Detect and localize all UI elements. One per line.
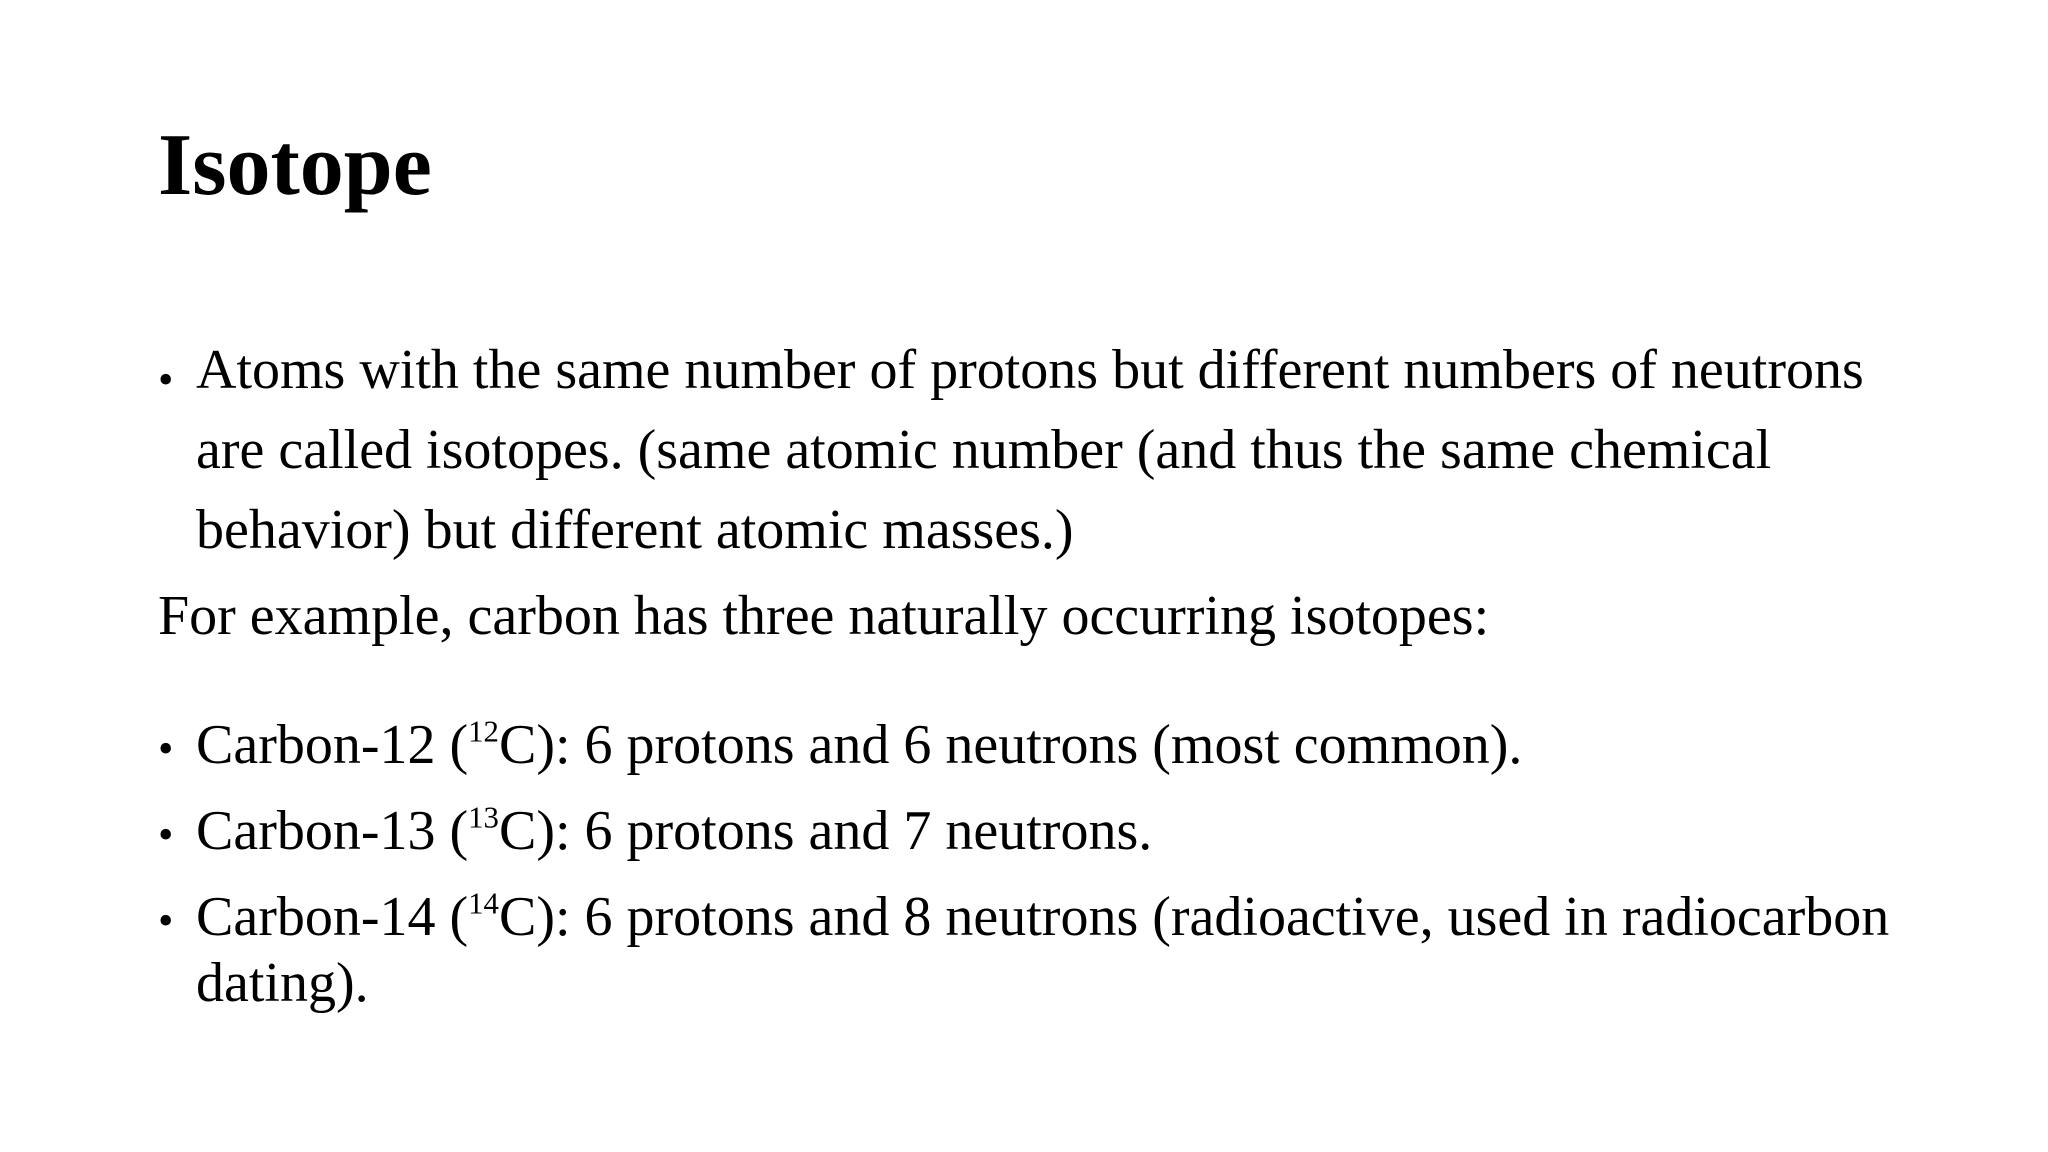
isotope-name: Carbon-14 ( <box>196 886 469 948</box>
bullet-dot: • <box>158 896 174 945</box>
mass-number: 13 <box>468 800 499 835</box>
slide-content <box>158 330 1918 1016</box>
bullet-dot: • <box>158 355 174 404</box>
mass-number: 14 <box>468 886 499 921</box>
mass-number: 12 <box>468 714 499 749</box>
isotope-name: Carbon-13 ( <box>196 800 469 862</box>
example-intro: For example, carbon has three naturally occurring isotopes: <box>158 585 1490 647</box>
isotope-item-carbon-14 <box>158 884 1918 1016</box>
isotope-detail: ): 6 protons and 8 neutrons (radioactive, used in radiocarbon dating). <box>196 886 1890 1014</box>
isotope-item-carbon-13 <box>158 798 1918 864</box>
isotope-item-carbon-12 <box>158 712 1918 778</box>
definition-text: Atoms with the same number of protons but different numbers of neutrons are called isotopes. (same atomic number (and thus the same chemical behavior) but different atomic masses.) <box>196 339 1864 561</box>
isotope-detail: ): 6 protons and 6 neutrons (most common). <box>536 714 1523 776</box>
bullet-dot: • <box>158 810 174 859</box>
bullet-dot: • <box>158 724 174 773</box>
slide-title: Isotope <box>158 117 432 214</box>
isotope-detail: ): 6 protons and 7 neutrons. <box>536 800 1153 862</box>
definition-bullet <box>158 330 1918 570</box>
isotope-name: Carbon-12 ( <box>196 714 469 776</box>
element-symbol: C <box>498 800 537 862</box>
element-symbol: C <box>498 886 537 948</box>
element-symbol: C <box>498 714 537 776</box>
